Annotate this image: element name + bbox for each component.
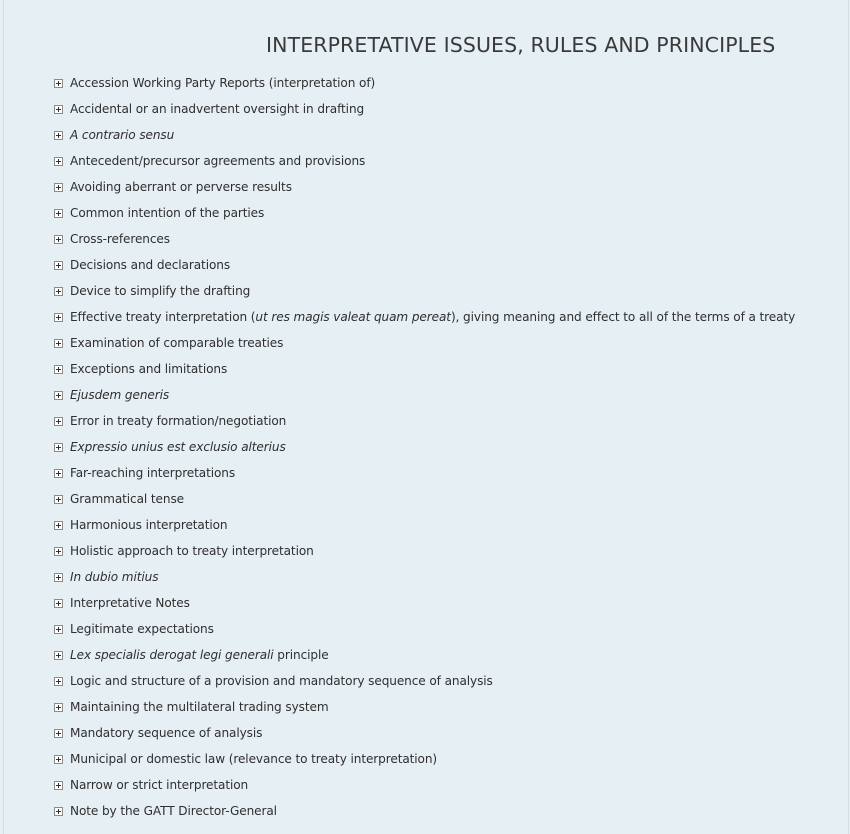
topic-label-part: Device to simplify the drafting (70, 284, 251, 298)
expand-plus-icon[interactable] (54, 79, 63, 88)
topic-item[interactable] (54, 226, 795, 252)
topic-label-part: Error in treaty formation/negotiation (70, 414, 287, 428)
expand-plus-icon[interactable] (54, 105, 63, 114)
topic-item[interactable] (54, 122, 795, 148)
topic-label-part: Common intention of the parties (70, 206, 265, 220)
topic-item[interactable] (54, 278, 795, 304)
topic-label[interactable] (70, 258, 230, 272)
topic-label[interactable] (70, 232, 170, 246)
expand-plus-icon[interactable] (54, 365, 63, 374)
topic-label-part: Interpretative Notes (70, 596, 190, 610)
topic-label-italic-part: ut res magis valeat quam pereat (255, 310, 451, 324)
expand-plus-icon[interactable] (54, 469, 63, 478)
topic-label[interactable] (70, 336, 283, 350)
topic-label[interactable] (70, 154, 365, 168)
topic-item[interactable] (54, 564, 795, 590)
topic-label[interactable] (70, 804, 277, 818)
topic-item[interactable] (54, 148, 795, 174)
topic-label-italic-part: Expressio unius est exclusio alterius (70, 440, 286, 454)
topic-item[interactable] (54, 174, 795, 200)
topic-item[interactable] (54, 252, 795, 278)
topic-label-part: principle (273, 648, 329, 662)
topic-label[interactable] (70, 492, 184, 506)
expand-plus-icon[interactable] (54, 755, 63, 764)
expand-plus-icon[interactable] (54, 781, 63, 790)
expand-plus-icon[interactable] (54, 235, 63, 244)
topic-item[interactable] (54, 330, 795, 356)
content-panel (3, 0, 849, 834)
topic-item[interactable] (54, 668, 795, 694)
topic-label[interactable] (70, 206, 264, 220)
topic-item[interactable] (54, 408, 795, 434)
topic-item[interactable] (54, 70, 795, 96)
topic-label-part: Logic and structure of a provision and mandatory sequence of analysis (70, 674, 493, 688)
topic-label-part: Examination of comparable treaties (70, 336, 284, 350)
topic-label[interactable] (70, 726, 262, 740)
expand-plus-icon[interactable] (54, 677, 63, 686)
page-title: INTERPRETATIVE ISSUES, RULES AND PRINCIPLES (266, 32, 776, 57)
expand-plus-icon[interactable] (54, 131, 63, 140)
topic-item[interactable] (54, 96, 795, 122)
topic-item[interactable] (54, 616, 795, 642)
expand-plus-icon[interactable] (54, 573, 63, 582)
expand-plus-icon[interactable] (54, 495, 63, 504)
topic-label[interactable] (70, 180, 292, 194)
topic-label[interactable] (70, 440, 286, 454)
expand-plus-icon[interactable] (54, 599, 63, 608)
topic-label[interactable] (70, 674, 493, 688)
expand-plus-icon[interactable] (54, 261, 63, 270)
topic-label[interactable] (70, 102, 364, 116)
topic-label-part: Legitimate expectations (70, 622, 214, 636)
topic-label-part: Cross-references (70, 232, 170, 246)
topic-item[interactable] (54, 200, 795, 226)
topic-label-part: Antecedent/precursor agreements and provisions (70, 154, 366, 168)
topic-label-part: Avoiding aberrant or perverse results (70, 180, 292, 194)
topic-item[interactable] (54, 694, 795, 720)
topic-item[interactable] (54, 382, 795, 408)
expand-plus-icon[interactable] (54, 417, 63, 426)
topic-label-part: Effective treaty interpretation ( (70, 310, 256, 324)
topic-label-part: Accidental or an inadvertent oversight in drafting (70, 102, 365, 116)
topic-label-part: Decisions and declarations (70, 258, 231, 272)
topic-label[interactable] (70, 76, 375, 90)
topic-item[interactable] (54, 590, 795, 616)
topic-label[interactable] (70, 466, 235, 480)
topic-list (54, 70, 795, 824)
expand-plus-icon[interactable] (54, 157, 63, 166)
topic-item[interactable] (54, 460, 795, 486)
topic-label-part: Harmonious interpretation (70, 518, 228, 532)
topic-item[interactable] (54, 304, 795, 330)
topic-label-part: Municipal or domestic law (relevance to treaty interpretation) (70, 752, 438, 766)
topic-label-part: Grammatical tense (70, 492, 184, 506)
expand-plus-icon[interactable] (54, 313, 63, 322)
topic-label[interactable] (70, 362, 227, 376)
topic-label[interactable] (70, 622, 214, 636)
topic-label-part: Maintaining the multilateral trading system (70, 700, 329, 714)
expand-plus-icon[interactable] (54, 625, 63, 634)
topic-label[interactable] (70, 570, 158, 584)
topic-label-part: Exceptions and limitations (70, 362, 228, 376)
topic-label-part: Note by the GATT Director-General (70, 804, 277, 818)
topic-label-italic-part: Lex specialis derogat legi generali (70, 648, 274, 662)
topic-label-part: Accession Working Party Reports (interpretation of) (70, 76, 376, 90)
topic-label[interactable] (70, 544, 314, 558)
expand-plus-icon[interactable] (54, 287, 63, 296)
expand-plus-icon[interactable] (54, 521, 63, 530)
expand-plus-icon[interactable] (54, 729, 63, 738)
expand-plus-icon[interactable] (54, 209, 63, 218)
topic-label[interactable] (70, 388, 169, 402)
expand-plus-icon[interactable] (54, 183, 63, 192)
expand-plus-icon[interactable] (54, 443, 63, 452)
topic-label-part: Holistic approach to treaty interpretation (70, 544, 314, 558)
expand-plus-icon[interactable] (54, 703, 63, 712)
topic-item[interactable] (54, 434, 795, 460)
topic-item[interactable] (54, 798, 795, 824)
topic-item[interactable] (54, 356, 795, 382)
expand-plus-icon[interactable] (54, 651, 63, 660)
topic-label-part: Mandatory sequence of analysis (70, 726, 263, 740)
topic-label-italic-part: In dubio mitius (70, 570, 159, 584)
expand-plus-icon[interactable] (54, 339, 63, 348)
topic-label[interactable] (70, 518, 228, 532)
topic-label[interactable] (70, 414, 286, 428)
topic-label-part: Far-reaching interpretations (70, 466, 236, 480)
topic-label[interactable] (70, 648, 329, 662)
topic-label[interactable] (70, 128, 174, 142)
topic-label[interactable] (70, 778, 248, 792)
topic-label-italic-part: Ejusdem generis (70, 388, 170, 402)
topic-item[interactable] (54, 720, 795, 746)
expand-plus-icon[interactable] (54, 391, 63, 400)
topic-label-part: ), giving meaning and effect to all of the terms of a treaty (450, 310, 796, 324)
topic-label[interactable] (70, 700, 329, 714)
topic-item[interactable] (54, 746, 795, 772)
topic-label-part: Narrow or strict interpretation (70, 778, 249, 792)
expand-plus-icon[interactable] (54, 547, 63, 556)
topic-item[interactable] (54, 486, 795, 512)
topic-item[interactable] (54, 512, 795, 538)
topic-label[interactable] (70, 596, 190, 610)
topic-item[interactable] (54, 538, 795, 564)
topic-label[interactable] (70, 752, 437, 766)
topic-label[interactable] (70, 284, 250, 298)
topic-label[interactable] (70, 310, 795, 324)
topic-item[interactable] (54, 772, 795, 798)
expand-plus-icon[interactable] (54, 807, 63, 816)
topic-label-italic-part: A contrario sensu (70, 128, 175, 142)
topic-item[interactable] (54, 642, 795, 668)
